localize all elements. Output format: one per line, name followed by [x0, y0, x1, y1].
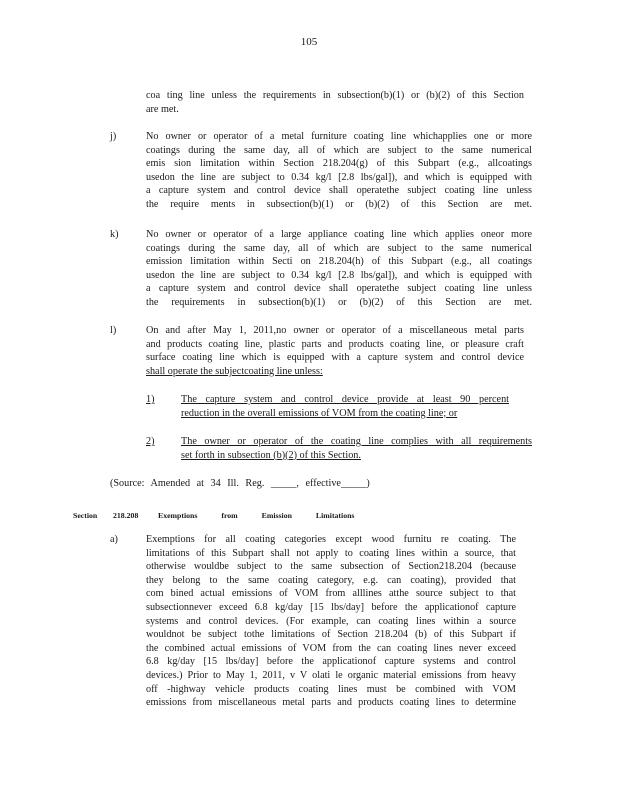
section-title: Exemptions from Emission Limitations — [158, 511, 355, 520]
text-line: usedon the line are subject to 0.34 kg/l [2.8 lbs/gal]), and which is equipped with — [146, 269, 532, 281]
text-line: off -highway vehicle products coating lines must be combined with VOM — [146, 683, 516, 695]
text-line: emis sion limitation within Section 218.204(g) of this Subpart (e.g., allcoatings — [146, 158, 532, 170]
source-note: (Source: Amended at 34 Ill. Reg. _____, effective_____) — [110, 478, 370, 489]
text-line: wouldnot be subject tothe limitations of Section 218.204 (b) of this Subpart if — [146, 629, 516, 641]
text-line: otherwise wouldbe subject to the same subsection of Section218.204 (because — [146, 561, 516, 573]
sub-2-paragraph — [181, 435, 532, 462]
text-line: the require ments in subsection(b)(1) or (b)(2) of this Section are met. — [146, 198, 532, 210]
text-line: emissions from miscellaneous metal parts and products coating lines to determine — [146, 697, 516, 709]
text-line: No owner or operator of a large appliance coating line which applies oneor more — [146, 229, 532, 240]
sub-1-label: 1) — [146, 394, 155, 405]
sub-2-label: 2) — [146, 436, 155, 447]
text-line: reduction in the overall emissions of VOM from the coating line; or — [181, 407, 458, 419]
text-line: emission limitation within Secti on 218.204(h) of this Subpart (e.g., all coatings — [146, 256, 532, 268]
text-line: the requirements in subsection(b)(1) or (b)(2) of this Section are met. — [146, 296, 532, 308]
text-line: coatings during the same day, all of which are subject to the same numerical — [146, 242, 532, 254]
text-line: coa ting line unless the requirements in subsection(b)(1) or (b)(2) of this Section — [146, 90, 524, 101]
text-line: surface coating line which is equipped with a capture system and control device — [146, 352, 524, 364]
text-line: the combined actual emissions of VOM from the can coating lines never exceed — [146, 642, 516, 654]
item-k-paragraph — [146, 228, 532, 310]
text-line: are met. — [146, 103, 179, 115]
text-line: systems and control devices. (For example, can coating lines within a source — [146, 615, 516, 627]
text-line: devices.) Prior to May 1, 2011, v V olati le organic material emissions from heavy — [146, 669, 516, 681]
item-j-label: j) — [110, 131, 117, 142]
item-j-paragraph — [146, 130, 532, 212]
text-line: Exemptions for all coating categories except wood furnitu re coating. The — [146, 534, 516, 545]
text-line: The owner or operator of the coating line complies with all requirements — [181, 436, 532, 447]
text-line: they belong to the same coating category, e.g. can coating), provided that — [146, 574, 516, 586]
sub-1-paragraph — [181, 393, 509, 420]
text-line: 6.8 kg/day [15 lbs/day] before the applicationof capture systems and control — [146, 656, 516, 668]
text-line: usedon the line are subject to 0.34 kg/l [2.8 lbs/gal]), and which is equipped with — [146, 171, 532, 183]
section-number: 218.208 — [113, 511, 139, 520]
item-l-paragraph — [146, 324, 524, 378]
text-line: On and after May 1, 2011,no owner or operator of a miscellaneous metal parts — [146, 325, 524, 336]
text-line: set forth in subsection (b)(2) of this Section. — [181, 449, 361, 461]
continuation-paragraph — [146, 89, 524, 116]
text-line: com bined actual emissions of VOM from alllines atthe source subject to that — [146, 588, 516, 600]
item-a-paragraph — [146, 533, 516, 710]
page-number: 105 — [300, 36, 318, 48]
text-line: a capture system and control device shall operatethe subject coating line unless — [146, 283, 532, 295]
item-l-label: l) — [110, 325, 117, 336]
text-line: and products coating line, plastic parts and products coating line, or pleasure craft — [146, 338, 524, 350]
text-line: limitations of this Subpart shall not apply to coating lines within a source, that — [146, 547, 516, 559]
text-line: No owner or operator of a metal furniture coating line whichapplies one or more — [146, 131, 532, 142]
item-k-label: k) — [110, 229, 119, 240]
section-word: Section — [73, 511, 98, 520]
text-line: subsectionnever exceed 6.8 kg/day [15 lbs/day] before the applicationof capture — [146, 601, 516, 613]
text-line: coatings during the same day, all of which are subject to the same numerical — [146, 144, 532, 156]
item-a-label: a) — [110, 534, 118, 545]
text-line: The capture system and control device provide at least 90 percent — [181, 394, 509, 405]
text-line: a capture system and control device shall operatethe subject coating line unless — [146, 185, 532, 197]
text-line: shall operate the subjectcoating line unless: — [146, 365, 323, 377]
